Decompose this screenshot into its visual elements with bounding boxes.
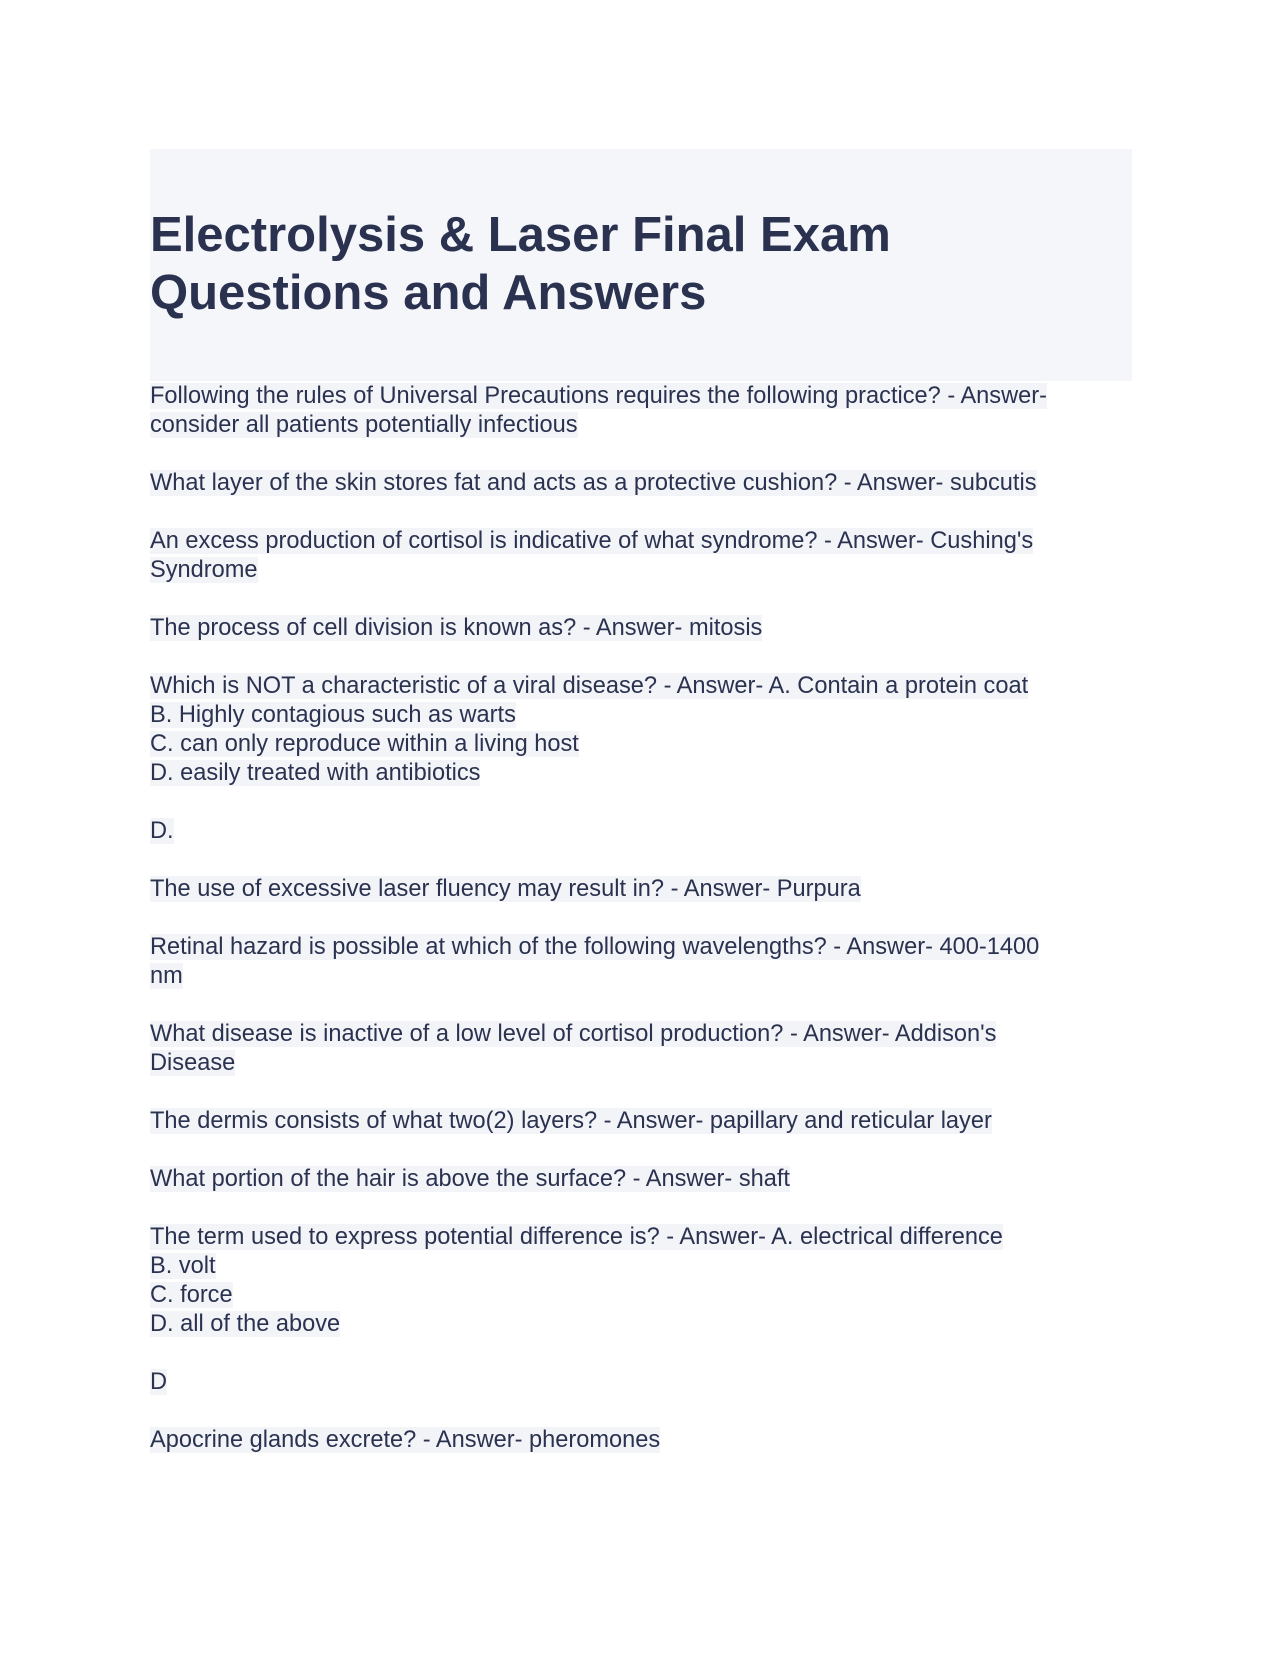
paragraph-gap xyxy=(150,585,1110,614)
line-text: The process of cell division is known as? - Answer- mitosis xyxy=(150,615,763,641)
paragraph-gap xyxy=(150,1397,1110,1426)
text-line xyxy=(150,411,1110,440)
line-text: What layer of the skin stores fat and acts as a protective cushion? - Answer- subcutis xyxy=(150,470,1037,496)
line-text: The use of excessive laser fluency may result in? - Answer- Purpura xyxy=(150,876,861,902)
line-text: nm xyxy=(150,963,183,989)
line-text: B. Highly contagious such as warts xyxy=(150,702,516,728)
paragraph-gap xyxy=(150,643,1110,672)
line-text: What disease is inactive of a low level of cortisol production? - Answer- Addison's xyxy=(150,1021,997,1047)
qa-paragraph xyxy=(150,382,1110,440)
title-line: Questions and Answers xyxy=(150,266,707,320)
text-line xyxy=(150,1426,1110,1455)
text-line xyxy=(150,1223,1110,1252)
line-text: What portion of the hair is above the surface? - Answer- shaft xyxy=(150,1166,790,1192)
qa-paragraph xyxy=(150,817,1110,846)
line-text: The dermis consists of what two(2) layers? - Answer- papillary and reticular layer xyxy=(150,1108,992,1134)
text-line xyxy=(150,1107,1110,1136)
text-line xyxy=(150,382,1110,411)
qa-paragraph xyxy=(150,1107,1110,1136)
text-line xyxy=(150,1252,1110,1281)
paragraph-gap xyxy=(150,1136,1110,1165)
qa-paragraph xyxy=(150,469,1110,498)
line-text: Retinal hazard is possible at which of the following wavelengths? - Answer- 400-1400 xyxy=(150,934,1040,960)
text-line xyxy=(150,1020,1110,1049)
paragraph-gap xyxy=(150,1194,1110,1223)
paragraph-gap xyxy=(150,498,1110,527)
line-text: B. volt xyxy=(150,1253,216,1279)
line-text: D. all of the above xyxy=(150,1311,341,1337)
line-text: D. easily treated with antibiotics xyxy=(150,760,481,786)
text-line xyxy=(150,933,1110,962)
line-text: Apocrine glands excrete? - Answer- pheromones xyxy=(150,1427,661,1453)
text-line xyxy=(150,1281,1110,1310)
qa-list xyxy=(150,382,1110,1455)
qa-paragraph xyxy=(150,1165,1110,1194)
text-line xyxy=(150,962,1110,991)
line-text: D xyxy=(150,1369,168,1395)
paragraph-gap xyxy=(150,991,1110,1020)
line-text: consider all patients potentially infectious xyxy=(150,412,578,438)
text-line xyxy=(150,1310,1110,1339)
text-line xyxy=(150,701,1110,730)
qa-paragraph xyxy=(150,875,1110,904)
text-line xyxy=(150,614,1110,643)
paragraph-gap xyxy=(150,904,1110,933)
text-line xyxy=(150,1368,1110,1397)
text-line xyxy=(150,730,1110,759)
line-text: C. force xyxy=(150,1282,233,1308)
line-text: Following the rules of Universal Precautions requires the following practice? - Answer- xyxy=(150,383,1047,409)
qa-paragraph xyxy=(150,1223,1110,1339)
line-text: Disease xyxy=(150,1050,236,1076)
text-line xyxy=(150,1165,1110,1194)
paragraph-gap xyxy=(150,846,1110,875)
line-text: An excess production of cortisol is indicative of what syndrome? - Answer- Cushing's xyxy=(150,528,1034,554)
line-text: D. xyxy=(150,818,174,844)
text-line xyxy=(150,817,1110,846)
paragraph-gap xyxy=(150,788,1110,817)
paragraph-gap xyxy=(150,440,1110,469)
text-line xyxy=(150,469,1110,498)
qa-paragraph xyxy=(150,933,1110,991)
paragraph-gap xyxy=(150,1339,1110,1368)
text-line xyxy=(150,759,1110,788)
qa-paragraph xyxy=(150,614,1110,643)
qa-paragraph xyxy=(150,1368,1110,1397)
qa-paragraph xyxy=(150,527,1110,585)
qa-paragraph xyxy=(150,1426,1110,1455)
document-title xyxy=(150,206,1130,322)
line-text: Which is NOT a characteristic of a viral disease? - Answer- A. Contain a protein coat xyxy=(150,673,1029,699)
qa-paragraph xyxy=(150,1020,1110,1078)
paragraph-gap xyxy=(150,1078,1110,1107)
text-line xyxy=(150,1049,1110,1078)
line-text: The term used to express potential difference is? - Answer- A. electrical difference xyxy=(150,1224,1003,1250)
line-text: Syndrome xyxy=(150,557,258,583)
line-text: C. can only reproduce within a living host xyxy=(150,731,579,757)
text-line xyxy=(150,875,1110,904)
text-line xyxy=(150,556,1110,585)
text-line xyxy=(150,527,1110,556)
title-line: Electrolysis & Laser Final Exam xyxy=(150,208,891,262)
text-line xyxy=(150,672,1110,701)
qa-paragraph xyxy=(150,672,1110,788)
